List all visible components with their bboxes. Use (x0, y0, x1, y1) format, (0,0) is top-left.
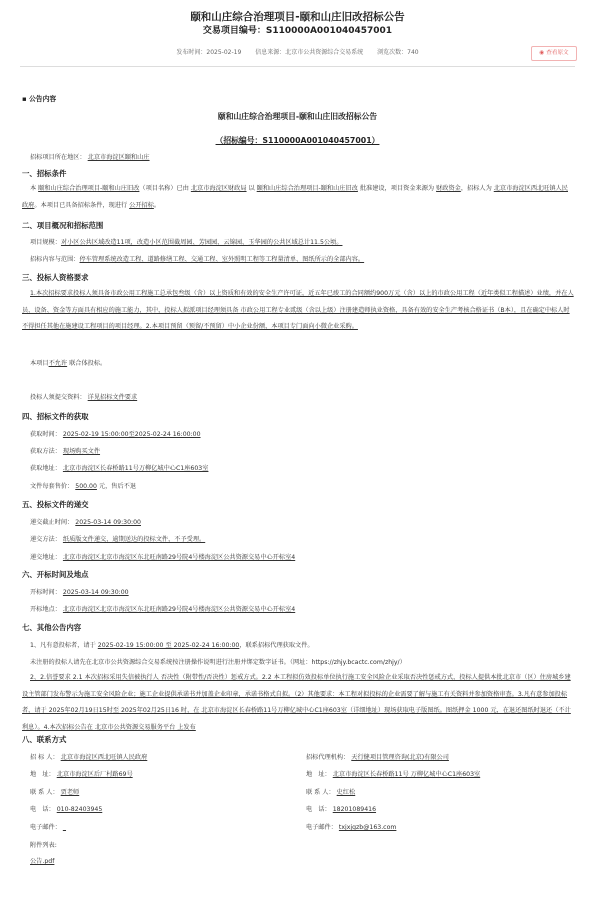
section-1-text: 本 颐和山庄综合治理项目-颐和山庄旧改（项目名称）已由 北京市海淀区财政局 以 颐和山庄综合治理项目-颐和山庄旧改 批准建设，项目资金来源为 财政资金，招标人为 北京市海淀区西北旺镇人民政府。本项目已具备招标条件，现进行 公开招标。 (22, 185, 568, 209)
notice-code: （招标编号：S110000A001040457001） (215, 136, 380, 145)
section-4-heading: 四、招标文件的获取 (22, 412, 89, 421)
project-code: 交易项目编号：S110000A001040457001 (202, 26, 393, 36)
section-3-text: 1.本次招标要求投标人须具备市政公用工程施工总承包叁级（含）以上资质和有效的安全生产许可证，近五年已竣工的合同额约900万元（含）以上的市政公用工程（近年类似工程描述）业绩，并在人员、设备、资金等方面具有相应的施工能力，其中，投标人拟派项目经理须具备 市政公用工程专业贰级（含以上级）注册建造师执业资格，具备有效的安全生产考核合格证书（B本），且在确定中标人时不得担任其他在施建设工程项目的项目经理。2.本项目预留（预留/不预留）中小企业份额，本项目专门面向小微企业采购。 (22, 290, 574, 330)
contact-right-3: 联 系 人： 史红松 (306, 789, 356, 796)
location-line: 招标项目所在地区： 北京市海淀区颐和山庄 (30, 154, 150, 161)
meta-bar (0, 49, 595, 56)
section-2-heading: 二、项目概况和招标范围 (22, 221, 104, 230)
section-5-heading: 五、投标文件的递交 (22, 500, 89, 509)
section-3-heading: 三、投标人资格要求 (22, 273, 89, 282)
view-count: 浏览次数：740 (377, 49, 419, 56)
other-line-2: 未注册的投标人请先在北京市公共资源综合交易系统按注册操作说明进行注册并绑定数字证书。（网址：https://zhjy.bcactc.com/zhjy/） (30, 659, 406, 666)
eye-icon: ◉ (539, 50, 545, 57)
section-label: ▪ 公告内容 (22, 95, 57, 103)
submit-address: 递交地址： 北京市海淀区北京市海淀区东北旺南路29号院4号楼海淀区公共资源交易中心开标室4 (30, 554, 296, 561)
obtain-time: 获取时间： 2025-02-19 15:00:00至2025-02-24 16:00:00 (30, 431, 201, 438)
contact-left-1: 招 标 人： 北京市海淀区西北旺镇人民政府 (30, 754, 148, 761)
section-6-heading: 六、开标时间及地点 (22, 570, 89, 579)
obtain-address: 获取地址： 北京市海淀区长春桥路11号万柳亿城中心C1座603室 (30, 465, 209, 472)
publish-time: 发布时间：2025-02-19 (176, 49, 242, 56)
contact-right-4: 电 话： 18201089416 (306, 806, 377, 813)
other-paragraph: 2、2.信誉要求 2.1 本次招标采用失信被执行人 否决性（附带性/否决性）惩戒方式。2.2 本工程拟仿效投标单位执行施工安全风险企业采取否决性惩戒方式，投标人提供本批北京市（区）住房城乡建设主管部门发布警示为施工安全风险企业；施工企业提供承诺书并加盖企业印章，承诺书格式自拟。（2）其他要求：本工程对拟投标的企业需要了解与施工有关资料并参加资格审查。3.凡有意参加投标者，请于 2025年02月19日15时至 2025年02月25日16 时，在 北京市海淀区长春桥路11号万柳亿城中心C1座603室（详细地址）现场获取电子版图纸。图纸押金 1000 元，在退还图纸时退还（不计利息）。4.本次招标公告在 北京市公共资源交易服务平台 上发布 (22, 674, 571, 731)
submit-method: 递交方法： 纸质版文件递交，逾期送达的投标文件，不予受理。 (30, 536, 206, 543)
section-1-heading: 一、招标条件 (22, 169, 67, 178)
obtain-method: 获取方法： 现场购买文件 (30, 448, 101, 455)
divider (20, 66, 575, 67)
section-7-heading: 七、其他公告内容 (22, 623, 82, 632)
contact-right-1: 招标代理机构： 天行健项目管理咨询(北京)有限公司 (306, 754, 449, 761)
notice-title: 颐和山庄综合治理项目-颐和山庄旧改招标公告 (217, 112, 378, 121)
attachment-link[interactable]: 公告.pdf (30, 858, 55, 865)
contact-right-2: 地 址： 北京市海淀区长春桥路11号 万柳亿城中心C1座603室 (306, 771, 481, 778)
opening-place: 开标地点： 北京市海淀区北京市海淀区东北旺南路29号院4号楼海淀区公共资源交易中心开标室4 (30, 606, 296, 613)
contact-left-4: 电 话： 010-82403945 (30, 806, 103, 813)
submit-deadline: 递交截止时间： 2025-03-14 09:30:00 (30, 519, 141, 526)
contact-left-2: 地 址： 北京市海淀区后厂村路69号 (30, 771, 133, 778)
opening-time: 开标时间： 2025-03-14 09:30:00 (30, 589, 129, 596)
required-docs: 投标人须提交资料： 详见招标文件要求 (30, 394, 138, 401)
contact-left-3: 联 系 人： 贾老师 (30, 789, 80, 796)
project-scale: 项目规模：对小区公共区域改造11项，改造小区范围截周园、芳园园、云锦园、玉华园的公共区域总计11.5公顷。 (30, 239, 343, 246)
info-source: 信息来源：北京市公共资源综合交易系统 (255, 49, 364, 56)
section-8-heading: 八、联系方式 (22, 735, 67, 744)
contact-left-5: 电子邮件： _ (30, 824, 66, 831)
page-title: 颐和山庄综合治理项目-颐和山庄旧改招标公告 (190, 11, 405, 23)
attachment-label: 附件列表: (30, 842, 57, 849)
consortium-line: 本项目不允许 联合体投标。 (30, 360, 107, 367)
other-line-1: 1、凡有意投标者，请于 2025-02-19 15:00:00 至 2025-02-24 16:00:00，联系招标代理获取文件。 (30, 642, 314, 649)
tender-scope: 招标内容与范围：停车管理系统改造工程、道路修缮工程、交通工程、室外照明工程等工程量清单、图纸所示的全部内容。 (30, 256, 365, 263)
document-price: 文件每套售价： 500.00 元，售后不退 (30, 483, 137, 490)
view-original-label: 查看原文 (546, 50, 569, 57)
contact-right-5: 电子邮件： txjxjgzb@163.com (306, 824, 397, 831)
view-original-button[interactable] (531, 46, 577, 61)
